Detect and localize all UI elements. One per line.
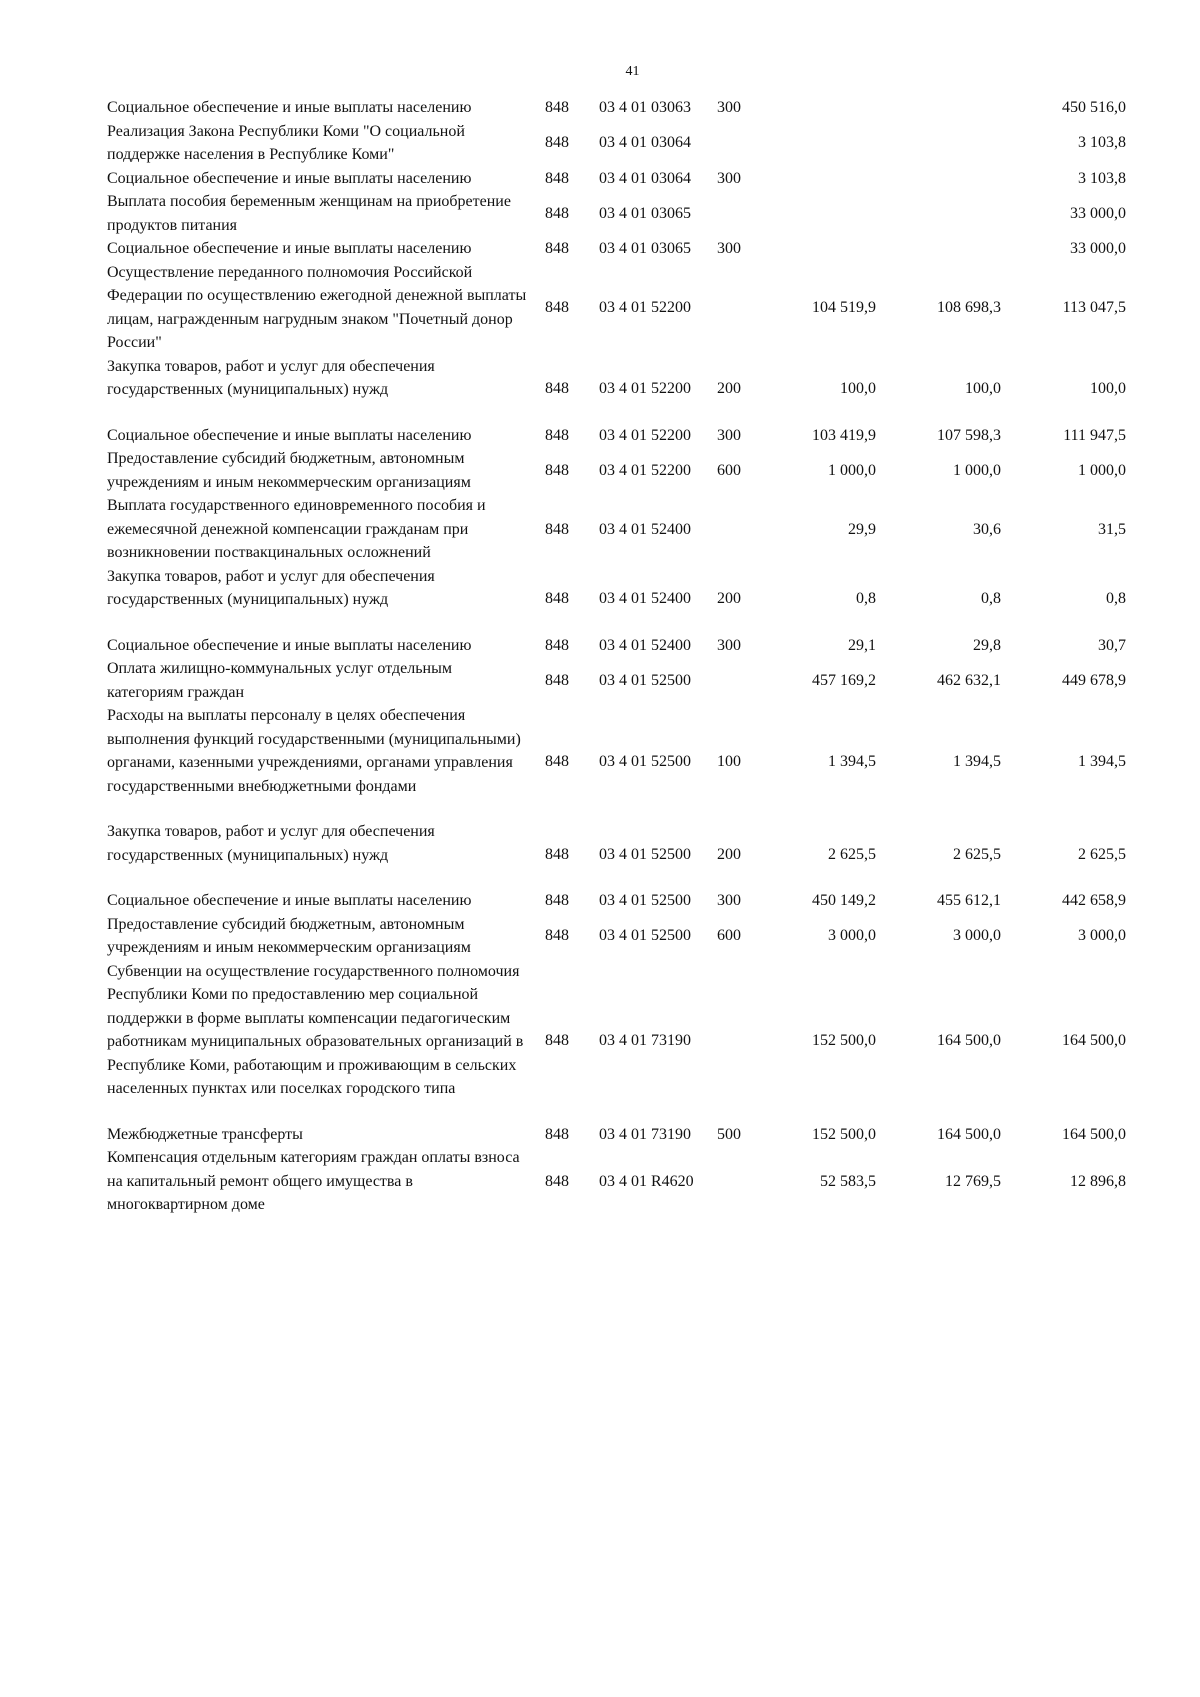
row-amount-year-3: 449 678,9 xyxy=(1062,671,1126,689)
row-description: Социальное обеспечение и иные выплаты населению xyxy=(107,99,472,116)
table-row xyxy=(107,657,1126,704)
row-description: Предоставление субсидий бюджетным, автономным учреждениям и иным некоммерческим организациям xyxy=(107,450,471,491)
row-description: Реализация Закона Республики Коми "О социальной поддержке населения в Республике Коми" xyxy=(107,122,465,163)
row-target-article-code: 03 4 01 52500 xyxy=(599,753,691,771)
budget-table-body xyxy=(107,96,1126,1217)
row-amount-year-1: 52 583,5 xyxy=(820,1172,876,1190)
table-row xyxy=(107,634,1126,658)
row-amount-year-3: 111 947,5 xyxy=(1063,426,1126,444)
row-target-article-code: 03 4 01 52500 xyxy=(599,845,691,863)
table-row xyxy=(107,167,1126,191)
row-amount-year-2: 108 698,3 xyxy=(937,298,1001,316)
row-amount-year-3: 31,5 xyxy=(1098,520,1126,538)
row-description: Субвенции на осуществление государственного полномочия Республики Коми по предоставлению мер социальной поддержки в форме выплаты компенсации педагогическим работникам муниципальных образовательных организаций в Республике Коми, работающим и проживающим в сельских населенных пунктах или поселках городского типа xyxy=(107,962,524,1097)
row-amount-year-2: 1 394,5 xyxy=(953,753,1001,771)
row-grbs-code: 848 xyxy=(545,671,569,689)
table-row xyxy=(107,820,1126,889)
row-expense-type-code xyxy=(717,960,769,1123)
row-expense-type-code xyxy=(717,657,769,704)
row-amount-year-3: 164 500,0 xyxy=(1062,1032,1126,1050)
row-expense-type-code: 500 xyxy=(717,1125,741,1143)
table-row xyxy=(107,190,1126,237)
table-row xyxy=(107,447,1126,494)
row-amount-year-2: 1 000,0 xyxy=(953,461,1001,479)
row-description: Социальное обеспечение и иные выплаты населению xyxy=(107,426,472,444)
row-amount-year-3: 33 000,0 xyxy=(1070,240,1126,257)
row-target-article-code: 03 4 01 52500 xyxy=(599,892,691,909)
row-amount-year-3: 164 500,0 xyxy=(1062,1125,1126,1143)
row-amount-year-1: 1 000,0 xyxy=(828,461,876,479)
row-amount-year-3: 0,8 xyxy=(1106,590,1126,608)
row-target-article-code: 03 4 01 52400 xyxy=(599,590,691,608)
table-row xyxy=(107,261,1126,355)
row-target-article-code: 03 4 01 52200 xyxy=(599,380,691,398)
row-amount-year-2: 30,6 xyxy=(973,520,1001,538)
row-amount-year-2: 29,8 xyxy=(973,636,1001,654)
row-expense-type-code xyxy=(717,261,769,355)
row-expense-type-code: 300 xyxy=(717,426,741,444)
row-description: Социальное обеспечение и иные выплаты населению xyxy=(107,240,472,257)
row-grbs-code: 848 xyxy=(545,204,569,222)
row-target-article-code: 03 4 01 03064 xyxy=(599,134,691,152)
row-amount-year-2 xyxy=(876,167,1001,191)
row-description: Межбюджетные трансферты xyxy=(107,1125,303,1143)
row-amount-year-3: 30,7 xyxy=(1098,636,1126,654)
row-amount-year-1: 0,8 xyxy=(856,590,876,608)
row-target-article-code: 03 4 01 73190 xyxy=(599,1032,691,1050)
table-row xyxy=(107,424,1126,448)
row-amount-year-2: 164 500,0 xyxy=(937,1125,1001,1143)
row-amount-year-2: 164 500,0 xyxy=(937,1032,1001,1050)
row-amount-year-2: 3 000,0 xyxy=(953,927,1001,945)
row-amount-year-1: 29,9 xyxy=(848,520,876,538)
row-description: Компенсация отдельным категориям граждан оплаты взноса на капитальный ремонт общего имущества в многоквартирном доме xyxy=(107,1149,520,1213)
row-amount-year-3: 113 047,5 xyxy=(1062,298,1126,316)
row-grbs-code: 848 xyxy=(545,380,569,398)
row-amount-year-1: 1 394,5 xyxy=(828,753,876,771)
row-target-article-code: 03 4 01 52200 xyxy=(599,461,691,479)
row-description: Выплата пособия беременным женщинам на приобретение продуктов питания xyxy=(107,193,511,234)
row-amount-year-1: 152 500,0 xyxy=(812,1032,876,1050)
table-row xyxy=(107,494,1126,565)
table-row xyxy=(107,355,1126,424)
row-target-article-code: 03 4 01 03064 xyxy=(599,169,691,187)
row-description: Расходы на выплаты персоналу в целях обеспечения выполнения функций государственными (муниципальными) органами, казенными учреждениями, органами управления государственными внебюджетными фондами xyxy=(107,707,521,795)
row-amount-year-2: 107 598,3 xyxy=(937,426,1001,444)
table-row xyxy=(107,913,1126,960)
page-number: 41 xyxy=(625,64,640,79)
row-description: Выплата государственного единовременного пособия и ежемесячной денежной компенсации гражданам при возникновении поствакцинальных осложнений xyxy=(107,497,486,561)
row-grbs-code: 848 xyxy=(545,169,569,187)
row-amount-year-3: 1 394,5 xyxy=(1078,753,1126,771)
row-description: Социальное обеспечение и иные выплаты населению xyxy=(107,892,472,909)
row-target-article-code: 03 4 01 R4620 xyxy=(599,1172,694,1190)
row-amount-year-3: 3 103,8 xyxy=(1078,169,1126,187)
row-amount-year-1: 29,1 xyxy=(848,636,876,654)
table-row xyxy=(107,565,1126,634)
row-amount-year-3: 100,0 xyxy=(1090,380,1126,398)
row-amount-year-1: 100,0 xyxy=(840,380,876,398)
row-amount-year-3: 450 516,0 xyxy=(1062,99,1126,116)
row-amount-year-2: 100,0 xyxy=(965,380,1001,398)
row-amount-year-2 xyxy=(876,120,1001,167)
row-description: Оплата жилищно-коммунальных услуг отдельным категориям граждан xyxy=(107,660,452,701)
row-expense-type-code: 600 xyxy=(717,461,741,479)
row-amount-year-1 xyxy=(769,190,876,237)
table-row xyxy=(107,1123,1126,1147)
row-amount-year-1: 450 149,2 xyxy=(812,892,876,909)
row-grbs-code: 848 xyxy=(545,520,569,538)
row-amount-year-1 xyxy=(769,167,876,191)
row-target-article-code: 03 4 01 52200 xyxy=(599,298,691,316)
row-amount-year-1: 3 000,0 xyxy=(828,927,876,945)
row-target-article-code: 03 4 01 73190 xyxy=(599,1125,691,1143)
row-expense-type-code: 200 xyxy=(717,845,741,863)
table-row xyxy=(107,704,1126,820)
row-expense-type-code: 300 xyxy=(717,636,741,654)
row-target-article-code: 03 4 01 03065 xyxy=(599,204,691,222)
row-expense-type-code: 300 xyxy=(717,240,741,257)
row-grbs-code: 848 xyxy=(545,298,569,316)
row-expense-type-code: 200 xyxy=(717,590,741,608)
row-amount-year-3: 1 000,0 xyxy=(1078,461,1126,479)
row-grbs-code: 848 xyxy=(545,845,569,863)
row-amount-year-2: 455 612,1 xyxy=(937,892,1001,909)
row-expense-type-code xyxy=(717,190,769,237)
row-expense-type-code: 300 xyxy=(717,99,741,116)
row-amount-year-1: 152 500,0 xyxy=(812,1125,876,1143)
row-expense-type-code: 100 xyxy=(717,753,741,771)
row-grbs-code: 848 xyxy=(545,134,569,152)
row-target-article-code: 03 4 01 52400 xyxy=(599,520,691,538)
row-grbs-code: 848 xyxy=(545,636,569,654)
row-grbs-code: 848 xyxy=(545,99,569,116)
row-grbs-code: 848 xyxy=(545,927,569,945)
row-expense-type-code xyxy=(717,1146,769,1217)
row-expense-type-code: 300 xyxy=(717,169,741,187)
row-expense-type-code: 200 xyxy=(717,380,741,398)
row-amount-year-3: 33 000,0 xyxy=(1070,204,1126,222)
row-grbs-code: 848 xyxy=(545,461,569,479)
row-description: Социальное обеспечение и иные выплаты населению xyxy=(107,636,472,654)
row-amount-year-3: 2 625,5 xyxy=(1078,845,1126,863)
row-grbs-code: 848 xyxy=(545,1125,569,1143)
row-amount-year-2: 12 769,5 xyxy=(945,1172,1001,1190)
row-amount-year-1: 104 519,9 xyxy=(812,298,876,316)
row-target-article-code: 03 4 01 52500 xyxy=(599,671,691,689)
table-row xyxy=(107,96,1126,120)
row-description: Социальное обеспечение и иные выплаты населению xyxy=(107,169,472,187)
row-amount-year-2: 2 625,5 xyxy=(953,845,1001,863)
row-grbs-code: 848 xyxy=(545,753,569,771)
row-target-article-code: 03 4 01 03065 xyxy=(599,240,691,257)
row-target-article-code: 03 4 01 52500 xyxy=(599,927,691,945)
row-amount-year-3: 442 658,9 xyxy=(1062,892,1126,909)
row-grbs-code: 848 xyxy=(545,892,569,909)
row-grbs-code: 848 xyxy=(545,426,569,444)
row-amount-year-3: 3 103,8 xyxy=(1078,134,1126,152)
table-row xyxy=(107,889,1126,913)
row-amount-year-2: 0,8 xyxy=(981,590,1001,608)
row-amount-year-1: 457 169,2 xyxy=(812,671,876,689)
row-expense-type-code xyxy=(717,494,769,565)
row-description: Закупка товаров, работ и услуг для обеспечения государственных (муниципальных) нужд xyxy=(107,567,435,608)
table-row xyxy=(107,960,1126,1123)
row-target-article-code: 03 4 01 03063 xyxy=(599,99,691,116)
row-description: Закупка товаров, работ и услуг для обеспечения государственных (муниципальных) нужд xyxy=(107,357,435,398)
row-amount-year-3: 3 000,0 xyxy=(1078,927,1126,945)
table-row xyxy=(107,237,1126,261)
row-expense-type-code: 300 xyxy=(717,892,741,909)
row-amount-year-2 xyxy=(876,96,1001,120)
row-amount-year-1 xyxy=(769,120,876,167)
row-grbs-code: 848 xyxy=(545,590,569,608)
table-row xyxy=(107,1146,1126,1217)
row-expense-type-code: 600 xyxy=(717,927,741,945)
row-amount-year-2 xyxy=(876,237,1001,261)
row-description: Предоставление субсидий бюджетным, автономным учреждениям и иным некоммерческим организациям xyxy=(107,915,471,956)
row-target-article-code: 03 4 01 52400 xyxy=(599,636,691,654)
row-amount-year-3: 12 896,8 xyxy=(1070,1172,1126,1190)
row-expense-type-code xyxy=(717,120,769,167)
table-row xyxy=(107,120,1126,167)
row-description: Закупка товаров, работ и услуг для обеспечения государственных (муниципальных) нужд xyxy=(107,823,435,864)
row-amount-year-1 xyxy=(769,96,876,120)
budget-table xyxy=(107,96,1126,1217)
row-amount-year-1: 103 419,9 xyxy=(812,426,876,444)
row-amount-year-2 xyxy=(876,190,1001,237)
row-amount-year-2: 462 632,1 xyxy=(937,671,1001,689)
row-amount-year-1 xyxy=(769,237,876,261)
row-grbs-code: 848 xyxy=(545,1172,569,1190)
row-grbs-code: 848 xyxy=(545,240,569,257)
row-description: Осуществление переданного полномочия Российской Федерации по осуществлению ежегодной денежной выплаты лицам, награжденным нагрудным знаком "Почетный донор России" xyxy=(107,263,527,351)
row-target-article-code: 03 4 01 52200 xyxy=(599,426,691,444)
row-grbs-code: 848 xyxy=(545,1032,569,1050)
row-amount-year-1: 2 625,5 xyxy=(828,845,876,863)
